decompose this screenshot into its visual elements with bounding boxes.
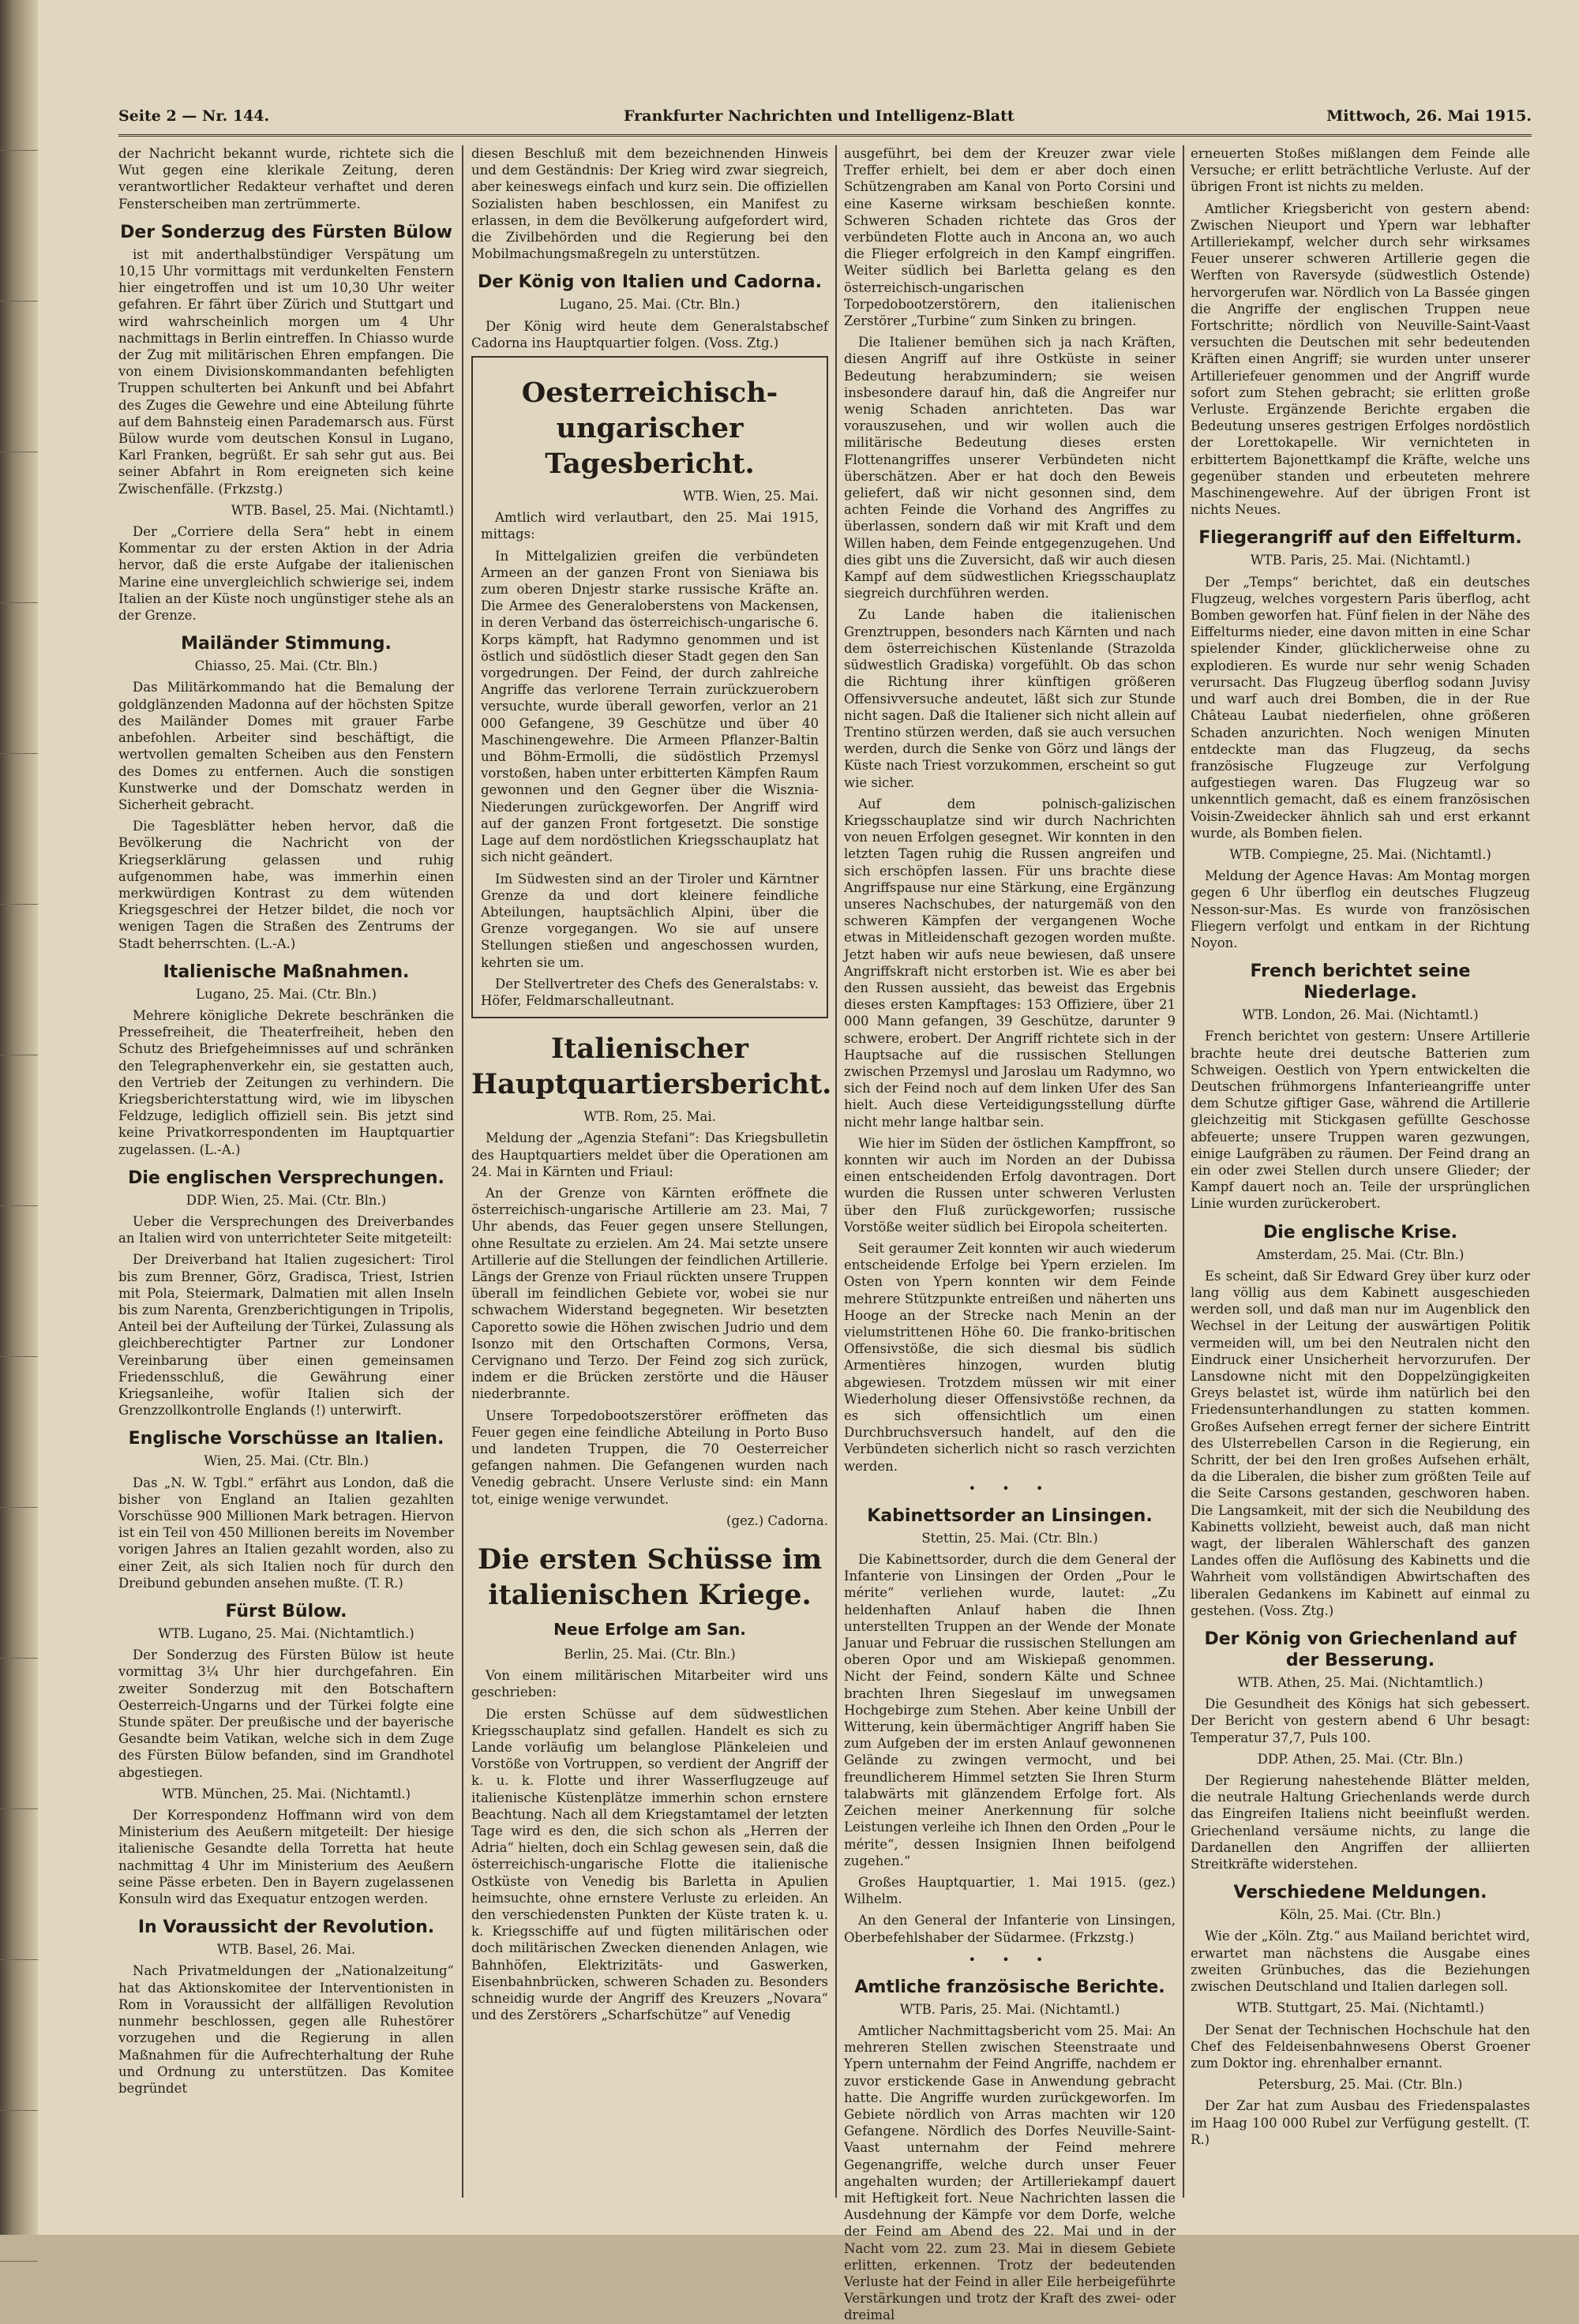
article-text: Der Senat der Technischen Hochschule hat den Chef des Feldeisenbahnwesens Oberst Groener zum Doktor ing. ehrenhalber ernannt.	[1191, 2022, 1530, 2071]
column-4	[1191, 145, 1530, 2206]
headline-large: Oesterreichisch-ungarischer Tagesbericht.	[521, 377, 778, 481]
headline: French berichtet seine Niederlage.	[1250, 961, 1471, 1003]
dateline: WTB. London, 26. Mai. (Nichtamtl.)	[1242, 1007, 1479, 1023]
dateline: WTB. Athen, 25. Mai. (Nichtamtlich.)	[1237, 1675, 1483, 1691]
article-text: Das Militärkommando hat die Bemalung der goldglänzenden Madonna auf der höchsten Spitze des Mailänder Domes mit grauer Farbe anbefohlen. Arbeiter sind beschäftigt, die wertvollen gemalten Scheiben aus den Fenstern des Domes zu entfernen. Auch die sonstigen Kunstwerke und der Domschatz werden in Sicherheit gebracht.	[118, 680, 454, 812]
dateline: WTB. München, 25. Mai. (Nichtamtl.)	[161, 1786, 411, 1801]
article-text: Es scheint, daß Sir Edward Grey über kurz oder lang völlig aus dem Kabinett ausgeschieden werden soll, und daß man nur im Augenblick den Wechsel in der Leitung der auswärtigen Politik vermeiden will, um bei den Neutralen nicht den Eindruck einer Unsicherheit hervorzurufen. Der Lansdowne nicht mit den Doppelzüngigkeiten Greys belastet ist, würde ihm natürlich bei den Friedensunterhandlungen zu statten kommen. Großes Aufsehen erregt ferner der sichere Eintritt des Ulsterrebellen Carson in die Regierung, ein Schritt, der bei den Iren großes Aufsehen erhält, da die Liberalen, die bisher zum größten Teile auf die Seite Carsons gestanden, geschworen haben. Die Langsamkeit, mit der sich die Neubildung des Kabinetts vollzieht, beweist auch, daß man nicht wagt, der liberalen Wählerschaft des ganzen Landes offen die Auflösung des Kabinetts und die Wahrheit vom vollständigen Abwirtschaften des liberalen Gedankens im Kabinett auf einmal zu gestehen. (Voss. Ztg.)	[1191, 1268, 1530, 1618]
page-binding	[0, 0, 38, 2235]
article-text: Der Korrespondenz Hoffmann wird von dem Ministerium des Aeußern mitgeteilt: Der hiesige italienische Gesandte della Torretta hat heute nachmittag 4 Uhr im Ministerium des Aeußern seine Pässe erbeten. Den in Bayern zugelassenen Konsuln wird das Exequatur entzogen werden.	[118, 1808, 454, 1907]
article-text: diesen Beschluß mit dem bezeichnenden Hinweis und dem Geständnis: Der Krieg wird zwar siegreich, aber keineswegs einfach und kurz sein. Die offiziellen Sozialisten haben beschlossen, ein Manifest zu erlassen, in dem die Bevölkerung aufgefordert wird, die Zivilbehörden und die Regierung bei den Mobilmachungsmaßregeln zu unterstützen.	[471, 146, 828, 262]
article-text: ist mit anderthalbstündiger Verspätung um 10,15 Uhr vormittags mit verdunkelten Fenstern hier eingetroffen und ist um 10,30 Uhr weiter gefahren. Er fährt über Zürich und Stuttgart und wird wahrscheinlich morgen um 4 Uhr nachmittags in Berlin eintreffen. In Chiasso wurde der Zug mit militärischen Ehren empfangen. Die von einem Divisionskommandanten befehligten Truppen schulterten bei Ankunft und bei Abfahrt des Zuges die Gewehre und eine Abteilung führte auf dem Bahnsteig einen Parademarsch aus. Fürst Bülow wurde vom deutschen Konsul in Lugano, Karl Franken, begrüßt. Er sah sehr gut aus. Bei seiner Abfahrt in Rom ereigneten sich keine Zwischenfälle. (Frkzstg.)	[118, 246, 454, 497]
dateline: WTB. Paris, 25. Mai. (Nichtamtl.)	[899, 2001, 1120, 2017]
article-text: Seit geraumer Zeit konnten wir auch wiederum entscheidende Erfolge bei Ypern erzielen. Im Osten von Ypern konnten wir dem Feinde mehrere Stützpunkte entreißen und näherten uns Hooge an der Strecke nach Menin an der vielumstrittenen Höhe 60. Die franko-britischen Offensivstöße, die sich diesmal bis südlich Armentières hinzogen, wurden blutig abgewiesen. Trotzdem müssen wir mit einer Wiederholung dieser Offensivstöße rechnen, da es sich offensichtlich um einen Durchbruchsversuch handelt, auf den die Verbündeten sicherlich nicht so rasch verzichten werden.	[844, 1241, 1176, 1474]
article-text: Mehrere königliche Dekrete beschränken die Pressefreiheit, die Theaterfreiheit, heben den Schutz des Briefgeheimnisses auf und schränken den Telegraphenverkehr ein, sie gestatten auch, den Vertrieb der Zeitungen zu verhindern. Die Kriegsberichterstattung wird, wie im libyschen Feldzuge, lediglich offiziell sein. Bis jetzt sind keine Privatkorrespondenten im Hauptquartier zugelassen. (L.-A.)	[118, 1007, 454, 1157]
article-text: Im Südwesten sind an der Tiroler und Kärntner Grenze da und dort kleinere feindliche Abteilungen, hauptsächlich Alpini, über die Grenze vorgegangen. Wo sie auf unsere Stellungen stießen und angeschossen wurden, kehrten sie um.	[481, 871, 819, 970]
dateline: WTB. Compiegne, 25. Mai. (Nichtamtl.)	[1229, 846, 1491, 862]
dateline: WTB. Wien, 25. Mai.	[682, 489, 819, 504]
column-rule	[462, 145, 463, 2198]
dateline: WTB. Basel, 26. Mai.	[216, 1942, 356, 1958]
headline: Der König von Griechenland auf der Besserung.	[1204, 1629, 1517, 1671]
column-rule	[1183, 145, 1184, 2198]
dateline: WTB. Paris, 25. Mai. (Nichtamtl.)	[1250, 553, 1471, 568]
dateline: Lugano, 25. Mai. (Ctr. Bln.)	[196, 986, 377, 1002]
headline: Die englischen Versprechungen.	[128, 1168, 444, 1188]
article-text: An den General der Infanterie von Linsingen, Oberbefehlshaber der Südarmee. (Frkzstg.)	[844, 1913, 1176, 1945]
article-text: Von einem militärischen Mitarbeiter wird uns geschrieben:	[471, 1668, 828, 1700]
article-text: Der König wird heute dem Generalstabschef Cadorna ins Hauptquartier folgen. (Voss. Ztg.)	[471, 318, 828, 350]
article-text: Der Sonderzug des Fürsten Bülow ist heute vormittag 3¼ Uhr hier durchgefahren. Ein zweiter Sonderzug mit den Botschaftern Oesterreich-Ungarns und der Türkei folgte eine Stunde später. Der preußische und der bayerische Gesandte beim Vatikan, welche sich in dem Zuge des Fürsten Bülow befanden, sind im Grandhotel abgestiegen.	[118, 1647, 454, 1780]
article-text: Der Dreiverband hat Italien zugesichert: Tirol bis zum Brenner, Görz, Gradisca, Triest, Istrien mit Pola, Steiermark, Dalmatien mit allen Inseln bis zum Narenta, Grenzberichtigungen in Tripolis, Anteil bei der Aufteilung der Türkei, Zulassung als gleichberechtigter Partner zur Londoner Vereinbarung über einen gemeinsamen Friedensschluß, die Gewährung einer Kriegsanleihe, wofür Italien sich der Grenzzollkontrolle Englands (!) unterwirft.	[118, 1252, 454, 1419]
headline: In Voraussicht der Revolution.	[137, 1917, 435, 1938]
dateline: Berlin, 25. Mai. (Ctr. Bln.)	[564, 1647, 736, 1662]
article-text: Zu Lande haben die italienischen Grenztruppen, besonders nach Kärnten und nach dem österreichischen Küstenlande (Strazolda südwestlich Gradiska) vorgefühlt. Ob das schon die Richtung ihrer künftigen größeren Offensivversuche andeutet, läßt sich zur Stunde nicht sagen. Daß die Italiener sich nicht allein auf Trentino stürzen werden, daß sie auch versuchen werden, durch die Senke von Görz und längs der Küste nach Triest vorzukommen, erscheint so gut wie sicher.	[844, 607, 1176, 790]
article-text: Amtlicher Nachmittagsbericht vom 25. Mai: An mehreren Stellen zwischen Steenstraate und Ypern unternahm der Feind Angriffe, nachdem er zuvor erstickende Gase in Anwendung gebracht hatte. Die Angriffe wurden zurückgeworfen. Im Gebiete nördlich von Arras machten wir 120 Gefangene. Nördlich des Dorfes Neuville-Saint-Vaast unternahm der Feind mehrere Gegenangriffe, welche durch unser Feuer angehalten wurden; der Artilleriekampf dauert mit Heftigkeit fort. Neue Nachrichten lassen die Ausdehnung der Kämpfe vor dem Dorfe, welche der Feind am Abend des 22. Mai und in der Nacht vom 22. zum 23. Mai in diesem Gebiete erlitten, erkennen. Trotz der bedeutenden Verluste hat der Feind in aller Eile herbeigeführte Verstärkungen und trotz der Kraft des zwei- oder dreimal	[844, 2022, 1176, 2323]
headline: Die englische Krise.	[1263, 1222, 1457, 1243]
headline: Fliegerangriff auf den Eiffelturm.	[1198, 528, 1522, 549]
article-text: Amtlicher Kriegsbericht von gestern abend: Zwischen Nieuport und Ypern war lebhafter Artilleriekampf, welcher durch sehr wirksames Feuer unserer schweren Artillerie gegen die Werften von Raversyde (südwestlich Ostende) hervorgerufen war. Nördlich von La Bassée gingen die Angriffe der englischen Truppen neue Fortschritte; nördlich von Neuville-Saint-Vaast versuchten die Deutschen mit sehr bedeutenden Kräften einen Angriff; sie wurden unter unserer Artilleriefeuer genommen und der Angriff wurde sofort zum Stehen gebracht; sie erlitten große Verluste. Ergänzende Berichte ergaben die Bedeutung unseres gestrigen Erfolges nordöstlich der Lorettokapelle. Wir vernichteten in erbittertem Bajonettkampf die Kräfte, welche uns gegenüber standen und erbeuteten mehrere Maschinengewehre. Auf der übrigen Front ist nichts Neues.	[1191, 201, 1530, 518]
article-text: Auf dem polnisch-galizischen Kriegsschauplatze sind wir durch Nachrichten von neuen Erfolgen gesegnet. Wir konnten in den letzten Tagen ruhig die Russen angreifen und sich erschöpfen lassen. Für uns brachte diese Angriffspause nur eine Stärkung, eine Ergänzung unseres Nachschubes, der naturgemäß von den schweren Kämpfen der vergangenen Woche etwas in Mitleidenschaft gezogen worden mußte. Jetzt haben wir aufs neue bewiesen, daß unsere Angriffskraft nicht erstorben ist. Wie es aber bei den Russen aussieht, das beweist das Ergebnis dieses ersten Kampftages: 153 Offiziere, über 21 000 Mann gefangen, 39 Geschütze, darunter 9 schwere, erobert. Der Angriff richtete sich in der Hauptsache auf die russischen Stellungen zwischen Przemysl und Jaroslau um Radymno, wo sich der Feind noch auf dem linken Ufer des San hielt. Auch diese Verteidigungsstellung dürfte nicht mehr lange haltbar sein.	[844, 796, 1176, 1130]
article-text: der Nachricht bekannt wurde, richtete sich die Wut gegen eine klerikale Zeitung, deren verantwortlicher Redakteur verhaftet und deren Fensterscheiben man zertrümmerte.	[118, 146, 454, 212]
official-report-box	[471, 356, 828, 1018]
article-text: Großes Hauptquartier, 1. Mai 1915. (gez.) Wilhelm.	[844, 1874, 1176, 1907]
article-text: Der Stellvertreter des Chefs des Generalstabs: v. Höfer, Feldmarschalleutnant.	[481, 976, 819, 1008]
dateline: WTB. Rom, 25. Mai.	[583, 1109, 716, 1125]
dateline: Amsterdam, 25. Mai. (Ctr. Bln.)	[1256, 1246, 1465, 1262]
article-text: ausgeführt, bei dem der Kreuzer zwar viele Treffer erhielt, bei dem er aber doch einen Schützengraben am Kanal von Porto Corsini und eine Kaserne wirksam beschießen konnte. Schweren Schaden richtete das Gros der verbündeten Flotte auch in Ancona an, wo auch die Flieger erfolgreich in den Kampf eingriffen. Weiter südlich bei Barletta gelang es den österreichisch-ungarischen Torpedobootzerstörern, den italienischen Zerstörer „Turbine“ zum Sinken zu bringen.	[844, 146, 1176, 329]
column-rule	[835, 145, 837, 2198]
headline: Englische Vorschüsse an Italien.	[128, 1429, 444, 1449]
dateline: WTB. Basel, 25. Mai. (Nichtamtl.)	[231, 502, 454, 518]
headline: Kabinettsorder an Linsingen.	[867, 1505, 1153, 1526]
article-text: Der „Corriere della Sera“ hebt in einem Kommentar zu der ersten Aktion in der Adria hervor, daß die erste Aufgabe der italienischen Marine eine unvergleichlich schwierige sei, indem Italien an der Küste noch ungünstiger stehe als an der Grenze.	[118, 524, 454, 624]
dateline: DDP. Wien, 25. Mai. (Ctr. Bln.)	[186, 1192, 387, 1208]
article-text: Das „N. W. Tgbl.“ erfährt aus London, daß die bisher von England an Italien gezahlten Vorschüsse 900 Millionen Mark betragen. Hiervon ist ein Teil von 450 Millionen bereits im November vorigen Jahres an Italien gezahlt worden, also zu einer Zeit, als sich Italien noch für durch den Dreibund gebunden ansehen mußte. (T. R.)	[118, 1475, 454, 1591]
article-text: Meldung der Agence Havas: Am Montag morgen gegen 6 Uhr überflog ein deutsches Flugzeug Nesson-sur-Mas. Es wurde von französischen Fliegern verfolgt und entkam in der Richtung Noyon.	[1191, 868, 1530, 950]
column-3	[844, 145, 1176, 2323]
article-text: Ueber die Versprechungen des Dreiverbandes an Italien wird von unterrichteter Seite mitgeteilt:	[118, 1213, 454, 1246]
dateline: DDP. Athen, 25. Mai. (Ctr. Bln.)	[1257, 1751, 1464, 1767]
headline: Verschiedene Meldungen.	[1233, 1883, 1487, 1903]
article-text: Wie der „Köln. Ztg.“ aus Mailand berichtet wird, erwartet man nächstens die Ausgabe eines zweiten Grünbuches, das die Beziehungen zwischen Deutschland und Italien darlegen soll.	[1191, 1929, 1530, 1995]
article-text: Der Regierung nahestehende Blätter melden, die neutrale Haltung Griechenlands werde durch das Eingreifen Italiens nicht beeinflußt werden. Griechenland versäume nichts, zu lange die Dardanellen den Angriffen der alliierten Streitkräfte widerstehen.	[1191, 1773, 1530, 1872]
article-text: Die Kabinettsorder, durch die dem General der Infanterie von Linsingen der Orden „Pour le mérite“ verliehen wurde, lautet: „Zu heldenhaften Anlauf haben die Ihnen unterstellten Truppen an der Wende der Monate Januar und Februar die russischen Stellungen am oberen Opor und am Wiskiepaß genommen. Nicht der Feind, sondern Kälte und Schnee brachten Ihren Siegeslauf im unwegsamen Hochgebirge zum Stehen. Aber keine Unbill der Witterung, kein übermächtiger Angriff haben Sie zum Aufgeben der im ersten Anlauf gewonnenen Gelände zu zwingen vermocht, und bei freundlicherem Himmel setzten Sie Ihren Sturm talabwärts mit glänzendem Erfolge fort. Als Zeichen meiner Anerkennung für solche Leistungen verleihe ich Ihnen den Orden „Pour le mérite“, dessen Insignien Ihnen beifolgend zugehen.“	[844, 1552, 1176, 1869]
headline: Italienische Maßnahmen.	[163, 961, 410, 982]
column-1	[118, 145, 454, 2206]
headline-large: Italienischer Hauptquartiersbericht.	[471, 1033, 832, 1101]
article-text: In Mittelgalizien greifen die verbündeten Armeen an der ganzen Front von Sieniawa bis zum oberen Dnjestr starke russische Kräfte an. Die Armee des Generaloberstens von Mackensen, in deren Verband das österreichisch-ungarische 6. Korps kämpft, hat Radymno genommen und ist östlich und südöstlich dieser Stadt gegen den San vorgedrungen. Der Feind, der durch zahlreiche Angriffe das verlorene Terrain zurückzuerobern versuchte, wurde überall geworfen, verlor an 21 000 Gefangene, 39 Geschütze und über 40 Maschinengewehre. Die Armeen Pflanzer-Baltin und Böhm-Ermolli, die südöstlich Przemysl vorstoßen, haben unter erbitterten Kämpfen Raum gewonnen und den Gegner über die Wisznia-Niederungen zurückgeworfen. Der Angriff wird auf der ganzen Front fortgesetzt. Die sonstige Lage auf dem nordöstlichen Kriegsschauplatz hat sich nicht geändert.	[481, 548, 819, 865]
subheadline: Neue Erfolge am San.	[553, 1620, 746, 1639]
headline: Fürst Bülow.	[225, 1602, 347, 1622]
article-text: Die Tagesblätter heben hervor, daß die Bevölkerung die Nachricht von der Kriegserklärung gelassen und ruhig aufgenommen habe, was immerhin einen merkwürdigen Kontrast zu dem wütenden Kriegsgeschrei der Hetzer bildet, die noch vor wenigen Tagen die Straßen des Zentrums der Stadt beherrschten. (L.-A.)	[118, 819, 454, 951]
page-header	[118, 107, 1532, 137]
headline: Der König von Italien und Cadorna.	[477, 272, 823, 293]
article-text: erneuerten Stoßes mißlangen dem Feinde alle Versuche; er erlitt beträchtliche Verluste. Auf der übrigen Front ist nichts zu melden.	[1191, 146, 1530, 195]
article-text: Meldung der „Agenzia Stefani“: Das Kriegsbulletin des Hauptquartiers meldet über die Operationen am 24. Mai in Kärnten und Friaul:	[471, 1130, 828, 1179]
article-text: Die ersten Schüsse auf dem südwestlichen Kriegsschauplatz sind gefallen. Handelt es sich zu Lande vorläufig um belanglose Plänkeleien und Vorstöße von Vortruppen, so verdient der Angriff der k. u. k. Flotte und ihrer Wasserflugzeuge auf italienische Küstenplätze immerhin schon ernstere Beachtung. Nach all dem Kriegstamtamel der letzten Tage wird es den, die sich schon als „Herren der Adria“ hielten, doch ein Schlag gewesen sein, daß die österreichisch-ungarische Flotte die italienische Ostküste von Venedig bis Barletta in Apulien heimsuchte, ohne ernstere Verluste zu erleiden. An den verschiedensten Punkten der Küste traten k. u. k. Kriegsschiffe auf und fügten militärischen oder doch militärischen Zwecken dienenden Anlagen, wie Bahnhöfen, Elektrizitäts- und Gaswerken, Eisenbahnbrücken, schweren Schaden zu. Besonders schneidig wurde der Angriff des Kreuzers „Novara“ und des Zerstörers „Scharfschütze“ auf Venedig	[471, 1706, 828, 2023]
article-text: Amtlich wird verlautbart, den 25. Mai 1915, mittags:	[481, 510, 819, 542]
issue-date: Mittwoch, 26. Mai 1915.	[1326, 107, 1532, 125]
dateline: WTB. Stuttgart, 25. Mai. (Nichtamtl.)	[1236, 2000, 1484, 2016]
article-text: Unsere Torpedobootszerstörer eröffneten das Feuer gegen eine feindliche Abteilung in Porto Buso und landeten Truppen, die 70 Oesterreicher gefangen nahmen. Die Gefangenen wurden nach Venedig gebracht. Unsere Verluste sind: ein Mann tot, einige wenige verwundet.	[471, 1408, 828, 1507]
dateline: Köln, 25. Mai. (Ctr. Bln.)	[1279, 1907, 1442, 1923]
article-text: Die Gesundheit des Königs hat sich gebessert. Der Bericht von gestern abend 6 Uhr besagt: Temperatur 37,7, Puls 100.	[1191, 1696, 1530, 1745]
article-text: Die Italiener bemühen sich ja nach Kräften, diesen Angriff auf ihre Ostküste in seiner Bedeutung herabzumindern; sie weisen insbesondere darauf hin, daß die Angreifer nur wenig Schaden anrichteten. Das war vorauszusehen, und wir wollen auch die militärische Bedeutung dieses ersten Flottenangriffes unserer Verbündeten nicht überschätzen. Aber er hat doch den Beweis geliefert, daß wir nicht gesonnen sind, dem achten Feinde die Vorhand des Angriffes zu überlassen, sondern daß wir mit Kraft und dem Willen haben, dem Feinde entgegenzugehen. Und dies gibt uns die Zuversicht, daß wir auch diesen Kampf auf dem südwestlichen Kriegsschauplatz siegreich durchführen werden.	[844, 335, 1176, 602]
headline: Der Sonderzug des Fürsten Bülow	[120, 222, 452, 242]
dateline: Wien, 25. Mai. (Ctr. Bln.)	[204, 1453, 369, 1469]
dateline: Lugano, 25. Mai. (Ctr. Bln.)	[559, 297, 741, 313]
dateline: Chiasso, 25. Mai. (Ctr. Bln.)	[194, 658, 378, 674]
article-text: Der Zar hat zum Ausbau des Friedenspalastes im Haag 100 000 Rubel zur Verfügung gestellt. (T. R.)	[1191, 2098, 1530, 2147]
signature: (gez.) Cadorna.	[726, 1512, 828, 1528]
article-text: Der „Temps“ berichtet, daß ein deutsches Flugzeug, welches vorgestern Paris überflog, acht Bomben geworfen hat. Fünf fielen in der Nähe des Eiffelturms nieder, eine davon mitten in eine Schar spielender Kinder, glücklicherweise ohne zu explodieren. Es wurde nur sehr wenig Schaden verursacht. Das Flugzeug überflog sodann Juvisy und warf auch drei Bomben, die in der Rue Château Laubat niederfielen, ohne größeren Schaden anzurichten. Noch wenigen Minuten entdeckte man das Flugzeug, da sechs französische Flugzeuge zur Verfolgung aufgestiegen waren. Das Flugzeug war so unkenntlich gemacht, daß es einem französischen Voisin-Zweidecker ähnlich sah und erst erkannt wurde, als Bomben fielen.	[1191, 574, 1530, 841]
dateline: Petersburg, 25. Mai. (Ctr. Bln.)	[1258, 2077, 1463, 2093]
headline: Amtliche französische Berichte.	[854, 1977, 1165, 1997]
article-text: Nach Privatmeldungen der „Nationalzeitung“ hat das Aktionskomitee der Interventionisten in Rom in Voraussicht der allfälligen Revolution nunmehr beschlossen, gegen alle Ruhestörer vorzugehen und die Regierung in allen Maßnahmen für die Aufrechterhaltung der Ruhe und Ordnung zu unterstützen. Das Komitee begründet	[118, 1963, 454, 2096]
dateline: Stettin, 25. Mai. (Ctr. Bln.)	[921, 1530, 1098, 1546]
page-number: Seite 2 — Nr. 144.	[118, 107, 270, 125]
headline-large: Die ersten Schüsse im italienischen Kriege.	[477, 1543, 823, 1611]
dateline: WTB. Lugano, 25. Mai. (Nichtamtlich.)	[158, 1626, 414, 1642]
section-divider: • • •	[968, 1480, 1052, 1496]
article-text: Wie hier im Süden der östlichen Kampffront, so konnten wir auch im Norden an der Dubissa einen entscheidenden Erfolg davontragen. Dort wurden die Russen unter schweren Verlusten über den Fluß zurückgeworfen; russische Vorstöße weiter südlich bei Eiropola scheiterten.	[844, 1135, 1176, 1235]
column-2	[471, 145, 832, 2206]
article-text: French berichtet von gestern: Unsere Artillerie brachte heute drei deutsche Batterien zum Schweigen. Oestlich von Ypern entwickelten die Deutschen frühmorgens Infanterieangriffe unter dem Schutze giftiger Gase, während die Artillerie gleichzeitig mit Stickgasen gefüllte Geschosse abfeuerte; unsere Truppen waren gezwungen, einige Laufgräben zu räumen. Der Feind drang an ein oder zwei Stellen durch unsere Glieder; der Kampf dauert noch an. Teile der ursprünglichen Linie wurden zurückerobert.	[1191, 1029, 1530, 1212]
article-text: An der Grenze von Kärnten eröffnete die österreichisch-ungarische Artillerie am 23. Mai, 7 Uhr abends, das Feuer gegen unsere Stellungen, ohne Resultate zu erzielen. Am 24. Mai setzte unsere Artillerie auf die Stellungen der feindlichen Artillerie. Längs der Grenze von Friaul rückten unsere Truppen überall im feindlichen Gebiete vor, wobei sie nur schwachem Widerstand begegneten. Wir besetzten Caporetto sowie die Höhen zwischen Judrio und dem Isonzo mit den Ortschaften Cormons, Versa, Cervignano und Terzo. Der Feind zog sich zurück, indem er die Brücken zerstörte und die Häuser niederbrannte.	[471, 1185, 828, 1402]
section-divider: • • •	[968, 1951, 1052, 1967]
masthead-title: Frankfurter Nachrichten und Intelligenz-Blatt	[624, 107, 1015, 125]
headline: Mailänder Stimmung.	[181, 634, 392, 654]
